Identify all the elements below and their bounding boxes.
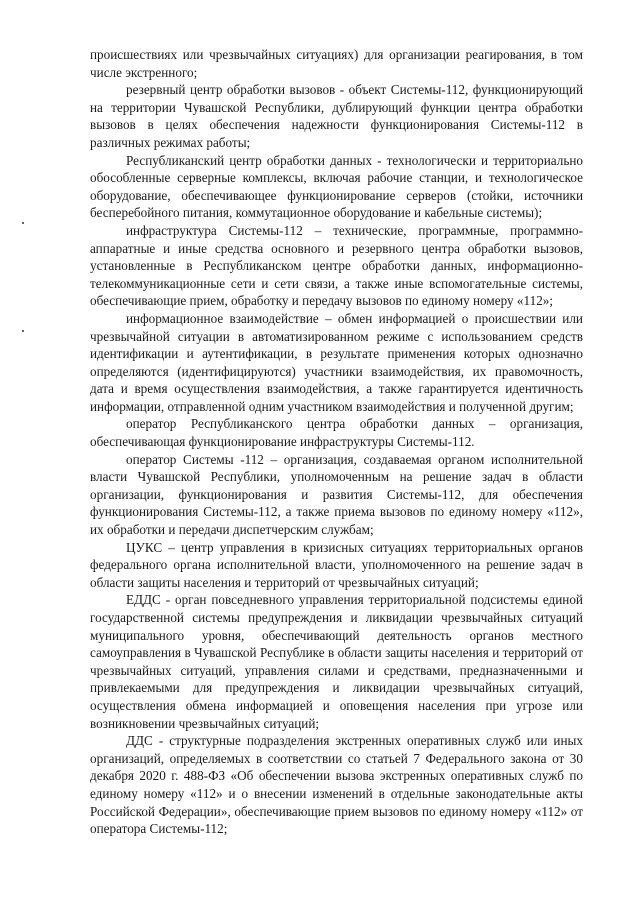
paragraph-data-center: Республиканский центр обработки данных - технологически и территориально обособленные серверные комплексы, включая рабочие станции, и технологическое оборудование, обеспечивающее функционирование серверов (стойки, источники бесперебойного питания, коммутационное оборудование и кабельные системы); [90, 152, 583, 221]
paragraph-data-center-operator: оператор Республиканского центра обработки данных – организация, обеспечивающая функционирование инфраструктуры Системы-112. [90, 416, 583, 450]
scan-speck [22, 330, 24, 332]
paragraph-system-operator: оператор Системы -112 – организация, создаваемая органом исполнительной власти Чувашской Республики, уполномоченным на решение задач в области организации, функционирования и развития Системы-112, для обеспечения функционирования Системы-112, а также приема вызовов по единому номеру «112», их обработки и передачи диспетчерским службам; [90, 451, 583, 538]
paragraph-info-exchange: информационное взаимодействие – обмен информацией о происшествии или чрезвычайной ситуации в автоматизированном режиме с использованием средств идентификации и аутентификации, в результате применения которых однозначно определяются (идентифицируются) участники взаимодействия, их правомочность, дата и время осуществления взаимодействия, а также гарантируется идентичность информации, отправленной одним участником взаимодействия и полученной другим; [90, 310, 583, 414]
paragraph-continuation: происшествиях или чрезвычайных ситуациях) для организации реагирования, в том числе экстренного; [90, 47, 583, 80]
document-body [90, 46, 583, 838]
paragraph-infrastructure: инфраструктура Системы-112 – технические, программные, программно-аппаратные и иные средства основного и резервного центра обработки вызовов, установленные в Республиканском центре обработки данных, информационно-телекоммуникационные сети и сети связи, а также иные вспомогательные системы, обеспечивающие прием, обработку и передачу вызовов по единому номеру «112»; [90, 222, 583, 309]
paragraph-edds: ЕДДС - орган повседневного управления территориальной подсистемы единой государственной системы предупреждения и ликвидации чрезвычайных ситуаций муниципального уровня, обеспечивающий деятельность органов местного самоуправления в Чувашской Республике в области защиты населения и территорий от чрезвычайных ситуаций, управления силами и средствами, предназначенными и привлекаемыми для предупреждения и ликвидации чрезвычайных ситуаций, осуществления обмена информацией и оповещения населения при угрозе или возникновении чрезвычайных ситуаций; [90, 592, 583, 731]
scan-speck [22, 222, 24, 224]
paragraph-dds: ДДС - структурные подразделения экстренных оперативных служб или иных организаций, определяемых в соответствии со статьей 7 Федерального закона от 30 декабря 2020 г. 488-ФЗ «Об обеспечении вызова экстренных оперативных служб по единому номеру «112» и о внесении изменений в отдельные законодательные акты Российской Федерации», обеспечивающие прием вызовов по единому номеру «112» от оператора Системы-112; [90, 733, 583, 837]
paragraph-reserve-center: резервный центр обработки вызовов - объект Системы-112, функционирующий на территории Чувашской Республики, дублирующий функции центра обработки вызовов в целях обеспечения надежности функционирования Системы-112 в различных режимах работы; [90, 82, 583, 150]
paragraph-tsuks: ЦУКС – центр управления в кризисных ситуациях территориальных органов федерального органа исполнительной власти, уполномоченного на решение задач в области защиты населения и территорий от чрезвычайных ситуаций; [90, 539, 583, 590]
